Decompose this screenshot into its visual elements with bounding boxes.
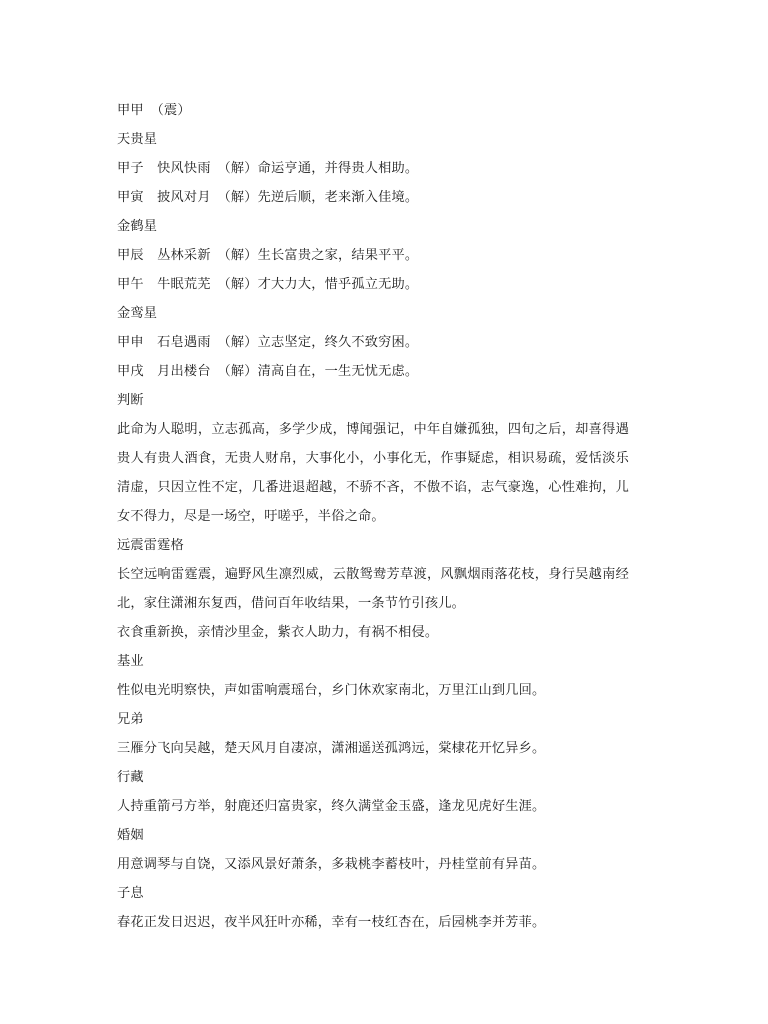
xiongdi-verse: 三雁分飞向吴越，楚天风月自凄凉，潇湘遥送孤鸿远，棠棣花开忆异乡。: [117, 741, 546, 756]
section-heading-jiye: 基业: [117, 654, 144, 669]
section-heading-hunyin: 婚姻: [117, 828, 144, 843]
section-heading-zixi: 子息: [117, 886, 144, 901]
entry-jiazi: 甲子 快风快雨 （解）命运亨通，并得贵人相助。: [117, 161, 419, 176]
yuanzhen-verse: 衣食重新换，亲情沙里金，紫衣人助力，有祸不相侵。: [117, 625, 439, 640]
star-heading-tiangui: 天贵星: [117, 132, 158, 147]
section-heading-yuanzhen: 远震雷霆格: [117, 538, 184, 553]
entry-jiawu: 甲午 牛眠荒芜 （解）才大力大，惜乎孤立无助。: [117, 277, 419, 292]
entry-jiashen: 甲申 石皂遇雨 （解）立志坚定，终久不致穷困。: [117, 335, 419, 350]
heading-jiajia: 甲甲 （震）: [117, 103, 191, 118]
section-heading-xingcang: 行藏: [117, 770, 144, 785]
entry-jiachen: 甲辰 丛林采新 （解）生长富贵之家，结果平平。: [117, 248, 419, 263]
yuanzhen-poem-paragraph: 长空远响雷霆震，遍野风生凛烈威，云散鸳鸯芳草渡，风飘烟雨落花枝，身行吴越南经北，家住潇湘东复西，借问百年收结果，一条节竹引孩儿。: [117, 567, 629, 611]
judgement-paragraph: 此命为人聪明，立志孤高，多学少成，博闻强记，中年自嫌孤独，四旬之后，却喜得遇贵人有贵人酒食，无贵人财帛，大事化小，小事化无，作事疑虑，相识易疏，爱恬淡乐清虚，只因立性不定，几番进退超越，不骄不吝，不傲不谄，志气豪逸，心性难拘，儿女不得力，尽是一场空，吁嗟乎，半俗之命。: [117, 422, 629, 524]
section-heading-xiongdi: 兄弟: [117, 712, 144, 727]
star-heading-jinluan: 金鸾星: [117, 306, 158, 321]
star-heading-jinhe: 金鹤星: [117, 219, 158, 234]
entry-jiaxu: 甲戌 月出楼台 （解）清高自在，一生无忧无虑。: [117, 364, 419, 379]
hunyin-verse: 用意调琴与自饶，又添风景好萧条，多栽桃李蓄枝叶，丹桂堂前有异苗。: [117, 857, 546, 872]
document-page: [117, 96, 657, 937]
zixi-verse: 春花正发日迟迟，夜半风狂叶亦稀，幸有一枝红杏在，后园桃李并芳菲。: [117, 915, 546, 930]
section-heading-judgement: 判断: [117, 393, 144, 408]
entry-jiayin: 甲寅 披风对月 （解）先逆后顺，老来渐入佳境。: [117, 190, 419, 205]
jiye-verse: 性似电光明察快，声如雷响震瑶台，乡门休欢家南北，万里江山到几回。: [117, 683, 546, 698]
xingcang-verse: 人持重箭弓方举，射鹿还归富贵家，终久满堂金玉盛，逢龙见虎好生涯。: [117, 799, 546, 814]
